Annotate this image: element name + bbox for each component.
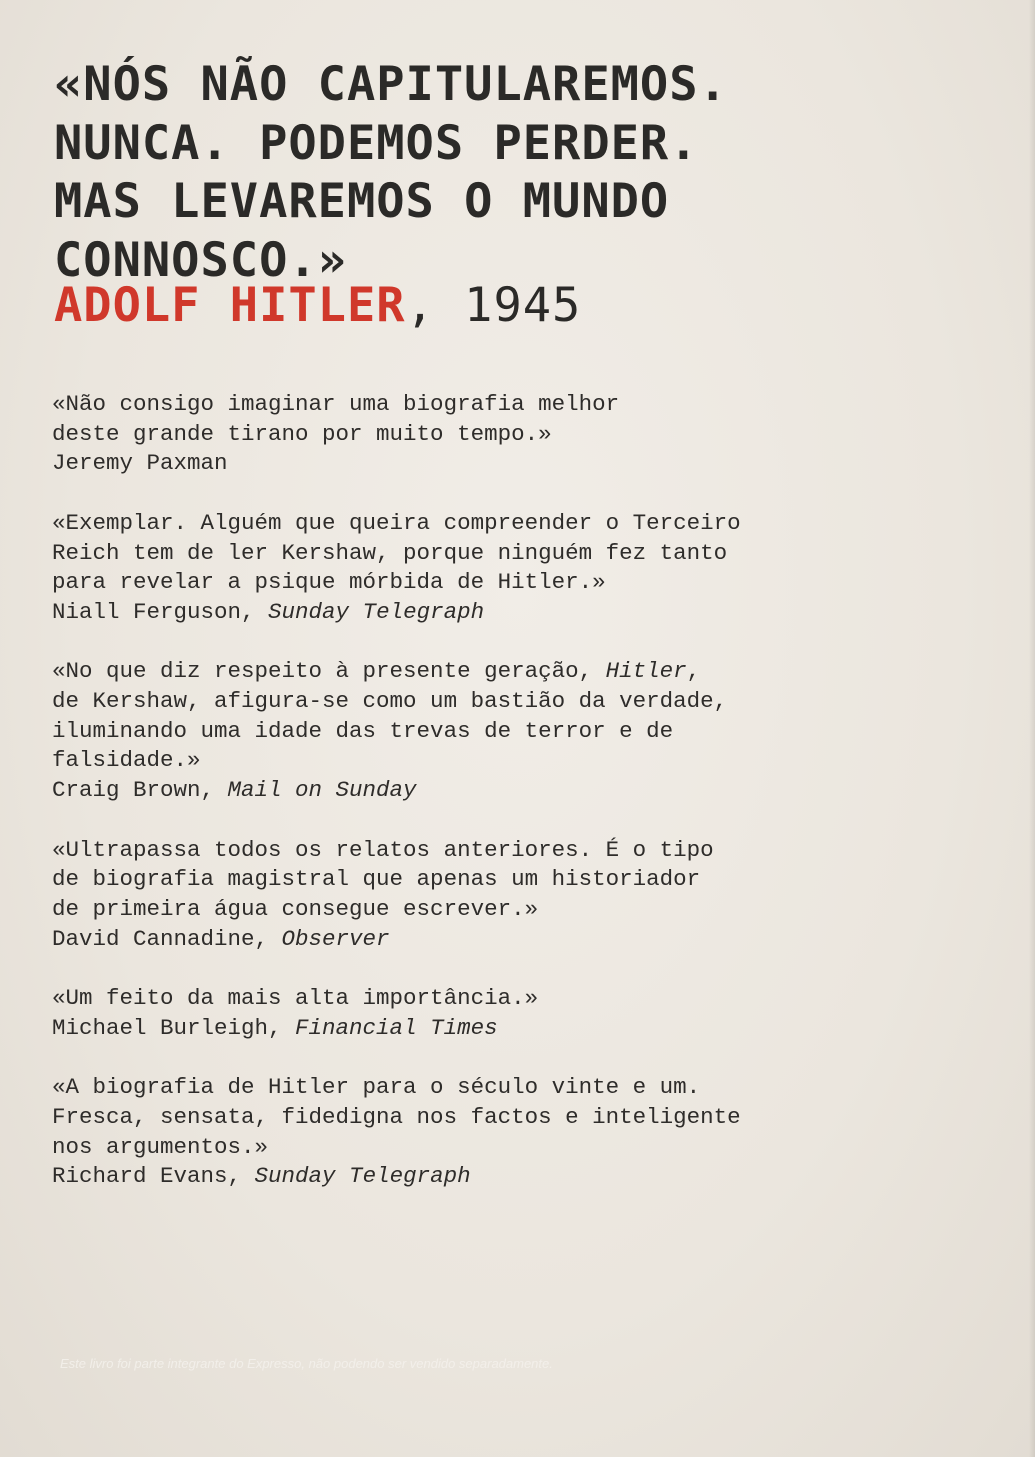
blurb-line-tail: , [686,658,701,685]
blurb-publication: Financial Times [295,1014,498,1041]
blurb-publication: Observer [281,925,390,952]
blurb-publication: Sunday Telegraph [254,1163,471,1190]
headline-attribution [54,276,581,336]
blurb-author: Michael Burleigh, [52,1014,296,1041]
blurb-line [52,657,1012,687]
blurb-author: David Cannadine, [52,925,282,952]
review-blurb [52,984,1012,1043]
blurb-line: deste grande tirano por muito tempo.» [52,420,552,447]
review-blurb [52,390,1012,479]
headline-line: NUNCA. PODEMOS PERDER. [54,115,699,171]
review-blurb [52,509,1012,628]
blurb-line: de biografia magistral que apenas um historiador [52,866,701,893]
blurb-line: Fresca, sensata, fidedigna nos factos e inteligente [52,1103,741,1130]
blurb-publication: Sunday Telegraph [268,598,485,625]
blurb-line: «Um feito da mais alta importância.» [52,985,539,1011]
blurb-line: de primeira água consegue escrever.» [52,895,539,922]
blurb-line: nos argumentos.» [52,1133,269,1160]
blurb-author: Niall Ferguson, [52,598,269,625]
blurb-italic-title: Hitler [605,658,687,685]
blurb-line: iluminando uma idade das trevas de terror e de [52,717,674,744]
headline-line: MAS LEVAREMOS O MUNDO [54,174,670,229]
blurb-source [52,925,1012,955]
blurb-source [52,449,1012,479]
blurb-source [52,1162,1012,1192]
footer-note: Este livro foi parte integrante do Expresso, não podendo ser vendido separadamente. [60,1356,553,1371]
blurb-line: «Exemplar. Alguém que queira compreender o Terceiro [52,509,741,536]
headline-line: CONNOSCO.» [54,232,347,288]
attribution-year: , 1945 [405,278,582,333]
blurb-line: para revelar a psique mórbida de Hitler.» [52,569,606,596]
blurb-source [52,1014,1012,1044]
headline-line: «NÓS NÃO CAPITULAREMOS. [54,57,728,112]
blurb-line: falsidade.» [52,747,201,774]
blurb-line: Reich tem de ler Kershaw, porque ninguém fez tanto [52,539,728,566]
blurb-line: «A biografia de Hitler para o século vinte e um. [52,1074,701,1101]
blurb-line: de Kershaw, afigura-se como um bastião da verdade, [52,688,728,714]
blurb-line-text: «No que diz respeito à presente geração, [52,658,606,685]
headline-quote [54,56,1004,290]
blurb-source [52,598,1012,628]
page-edge-shadow [1029,0,1035,1457]
review-blurb [52,836,1012,955]
blurb-line: «Ultrapassa todos os relatos anteriores. É o tipo [52,836,714,863]
blurb-author: Jeremy Paxman [52,450,228,477]
review-blurb [52,1073,1012,1192]
blurb-line: «Não consigo imaginar uma biografia melhor [52,391,620,417]
blurb-author: Richard Evans, [52,1163,255,1190]
attribution-name: ADOLF HITLER [54,278,406,333]
blurb-source [52,776,1012,806]
review-blurbs [52,390,1012,1222]
review-blurb [52,657,1012,806]
blurb-author: Craig Brown, [52,777,228,804]
blurb-publication: Mail on Sunday [227,777,417,804]
